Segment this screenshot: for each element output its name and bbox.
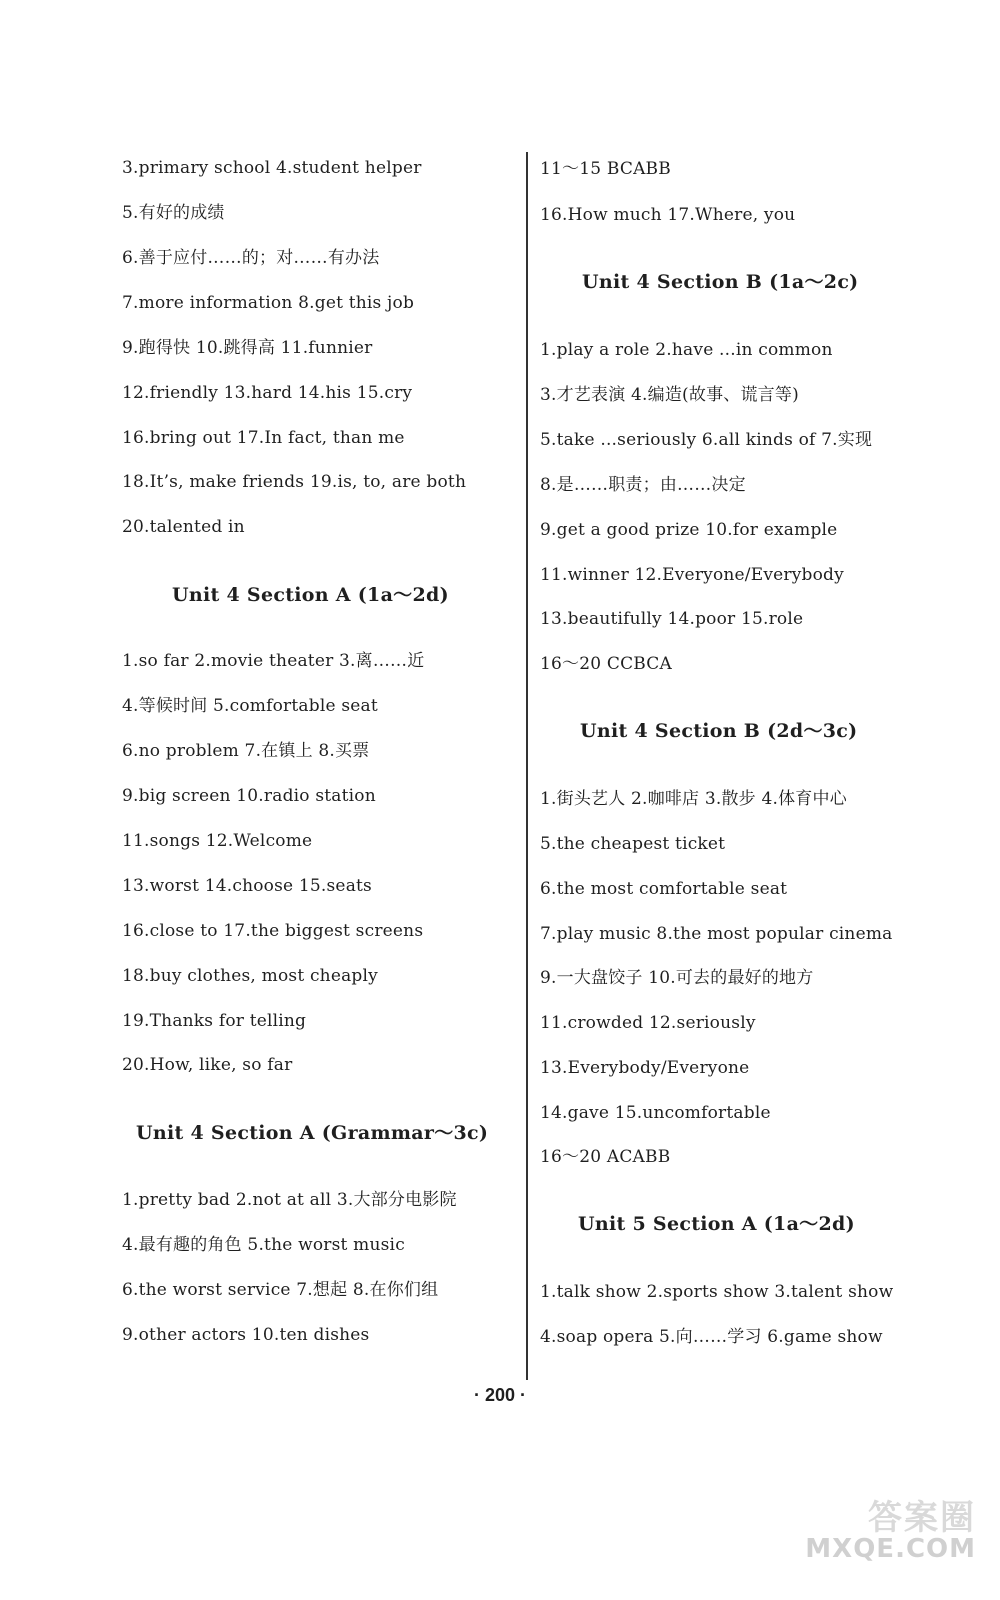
answer-line: 9.一大盘饺子 10.可去的最好的地方: [540, 968, 814, 988]
section-heading: Unit 4 Section A (1a～2d): [172, 584, 449, 606]
answer-line: 19.Thanks for telling: [122, 1011, 307, 1031]
answer-line: 3.primary school 4.student helper: [122, 158, 422, 178]
answer-line: 1.街头艺人 2.咖啡店 3.散步 4.体育中心: [540, 789, 847, 809]
section-heading: Unit 4 Section B (1a～2c): [582, 271, 859, 293]
watermark-logo: 答案圈: [868, 1498, 976, 1538]
watermark-site: MXQE.COM: [805, 1534, 976, 1564]
answer-line: 1.pretty bad 2.not at all 3.大部分电影院: [122, 1190, 457, 1210]
answer-line: 16.How much 17.Where, you: [540, 205, 796, 225]
answer-line: 1.talk show 2.sports show 3.talent show: [540, 1282, 894, 1302]
answer-line: 1.play a role 2.have ...in common: [540, 340, 833, 360]
answer-line: 18.It’s, make friends 19.is, to, are both: [122, 472, 467, 492]
page-number: · 200 ·: [473, 1385, 527, 1405]
answer-line: 16.bring out 17.In fact, than me: [122, 428, 405, 448]
answer-line: 6.no problem 7.在镇上 8.买票: [122, 741, 370, 761]
answer-line: 9.跑得快 10.跳得高 11.funnier: [122, 338, 373, 358]
answer-line: 20.talented in: [122, 517, 245, 537]
answer-line: 11.songs 12.Welcome: [122, 831, 313, 851]
answer-line: 11.crowded 12.seriously: [540, 1013, 756, 1033]
answer-line: 3.才艺表演 4.编造(故事、谎言等): [540, 385, 799, 405]
answer-line: 4.等候时间 5.comfortable seat: [122, 696, 378, 716]
answer-line: 11～15 BCABB: [540, 159, 671, 179]
answer-line: 5.take ...seriously 6.all kinds of 7.实现: [540, 430, 873, 450]
answer-line: 12.friendly 13.hard 14.his 15.cry: [122, 383, 413, 403]
answer-line: 13.Everybody/Everyone: [540, 1058, 750, 1078]
answer-line: 13.beautifully 14.poor 15.role: [540, 609, 804, 629]
answer-line: 16～20 ACABB: [540, 1147, 671, 1167]
answer-line: 18.buy clothes, most cheaply: [122, 966, 378, 986]
column-divider: [526, 152, 528, 1380]
answer-line: 5.the cheapest ticket: [540, 834, 726, 854]
answer-line: 13.worst 14.choose 15.seats: [122, 876, 372, 896]
answer-line: 4.最有趣的角色 5.the worst music: [122, 1235, 405, 1255]
section-heading: Unit 4 Section B (2d～3c): [580, 720, 858, 742]
answer-line: 20.How, like, so far: [122, 1055, 293, 1075]
section-heading: Unit 5 Section A (1a～2d): [578, 1213, 855, 1235]
answer-line: 9.big screen 10.radio station: [122, 786, 376, 806]
section-heading: Unit 4 Section A (Grammar～3c): [136, 1122, 489, 1144]
answer-line: 4.soap opera 5.向……学习 6.game show: [540, 1327, 883, 1347]
watermark: [806, 1490, 976, 1570]
answer-line: 1.so far 2.movie theater 3.离……近: [122, 651, 425, 671]
answer-line: 6.the most comfortable seat: [540, 879, 788, 899]
answer-line: 16.close to 17.the biggest screens: [122, 921, 424, 941]
answer-line: 11.winner 12.Everyone/Everybody: [540, 565, 844, 585]
answer-line: 6.the worst service 7.想起 8.在你们组: [122, 1280, 439, 1300]
answer-line: 9.other actors 10.ten dishes: [122, 1325, 370, 1345]
answer-line: 16～20 CCBCA: [540, 654, 672, 674]
answer-line: 7.more information 8.get this job: [122, 293, 415, 313]
answer-line: 5.有好的成绩: [122, 203, 225, 223]
answer-line: 9.get a good prize 10.for example: [540, 520, 838, 540]
answer-line: 14.gave 15.uncomfortable: [540, 1103, 771, 1123]
answer-line: 7.play music 8.the most popular cinema: [540, 924, 893, 944]
answer-line: 6.善于应付……的；对……有办法: [122, 248, 380, 268]
answer-line: 8.是……职责；由……决定: [540, 475, 746, 495]
